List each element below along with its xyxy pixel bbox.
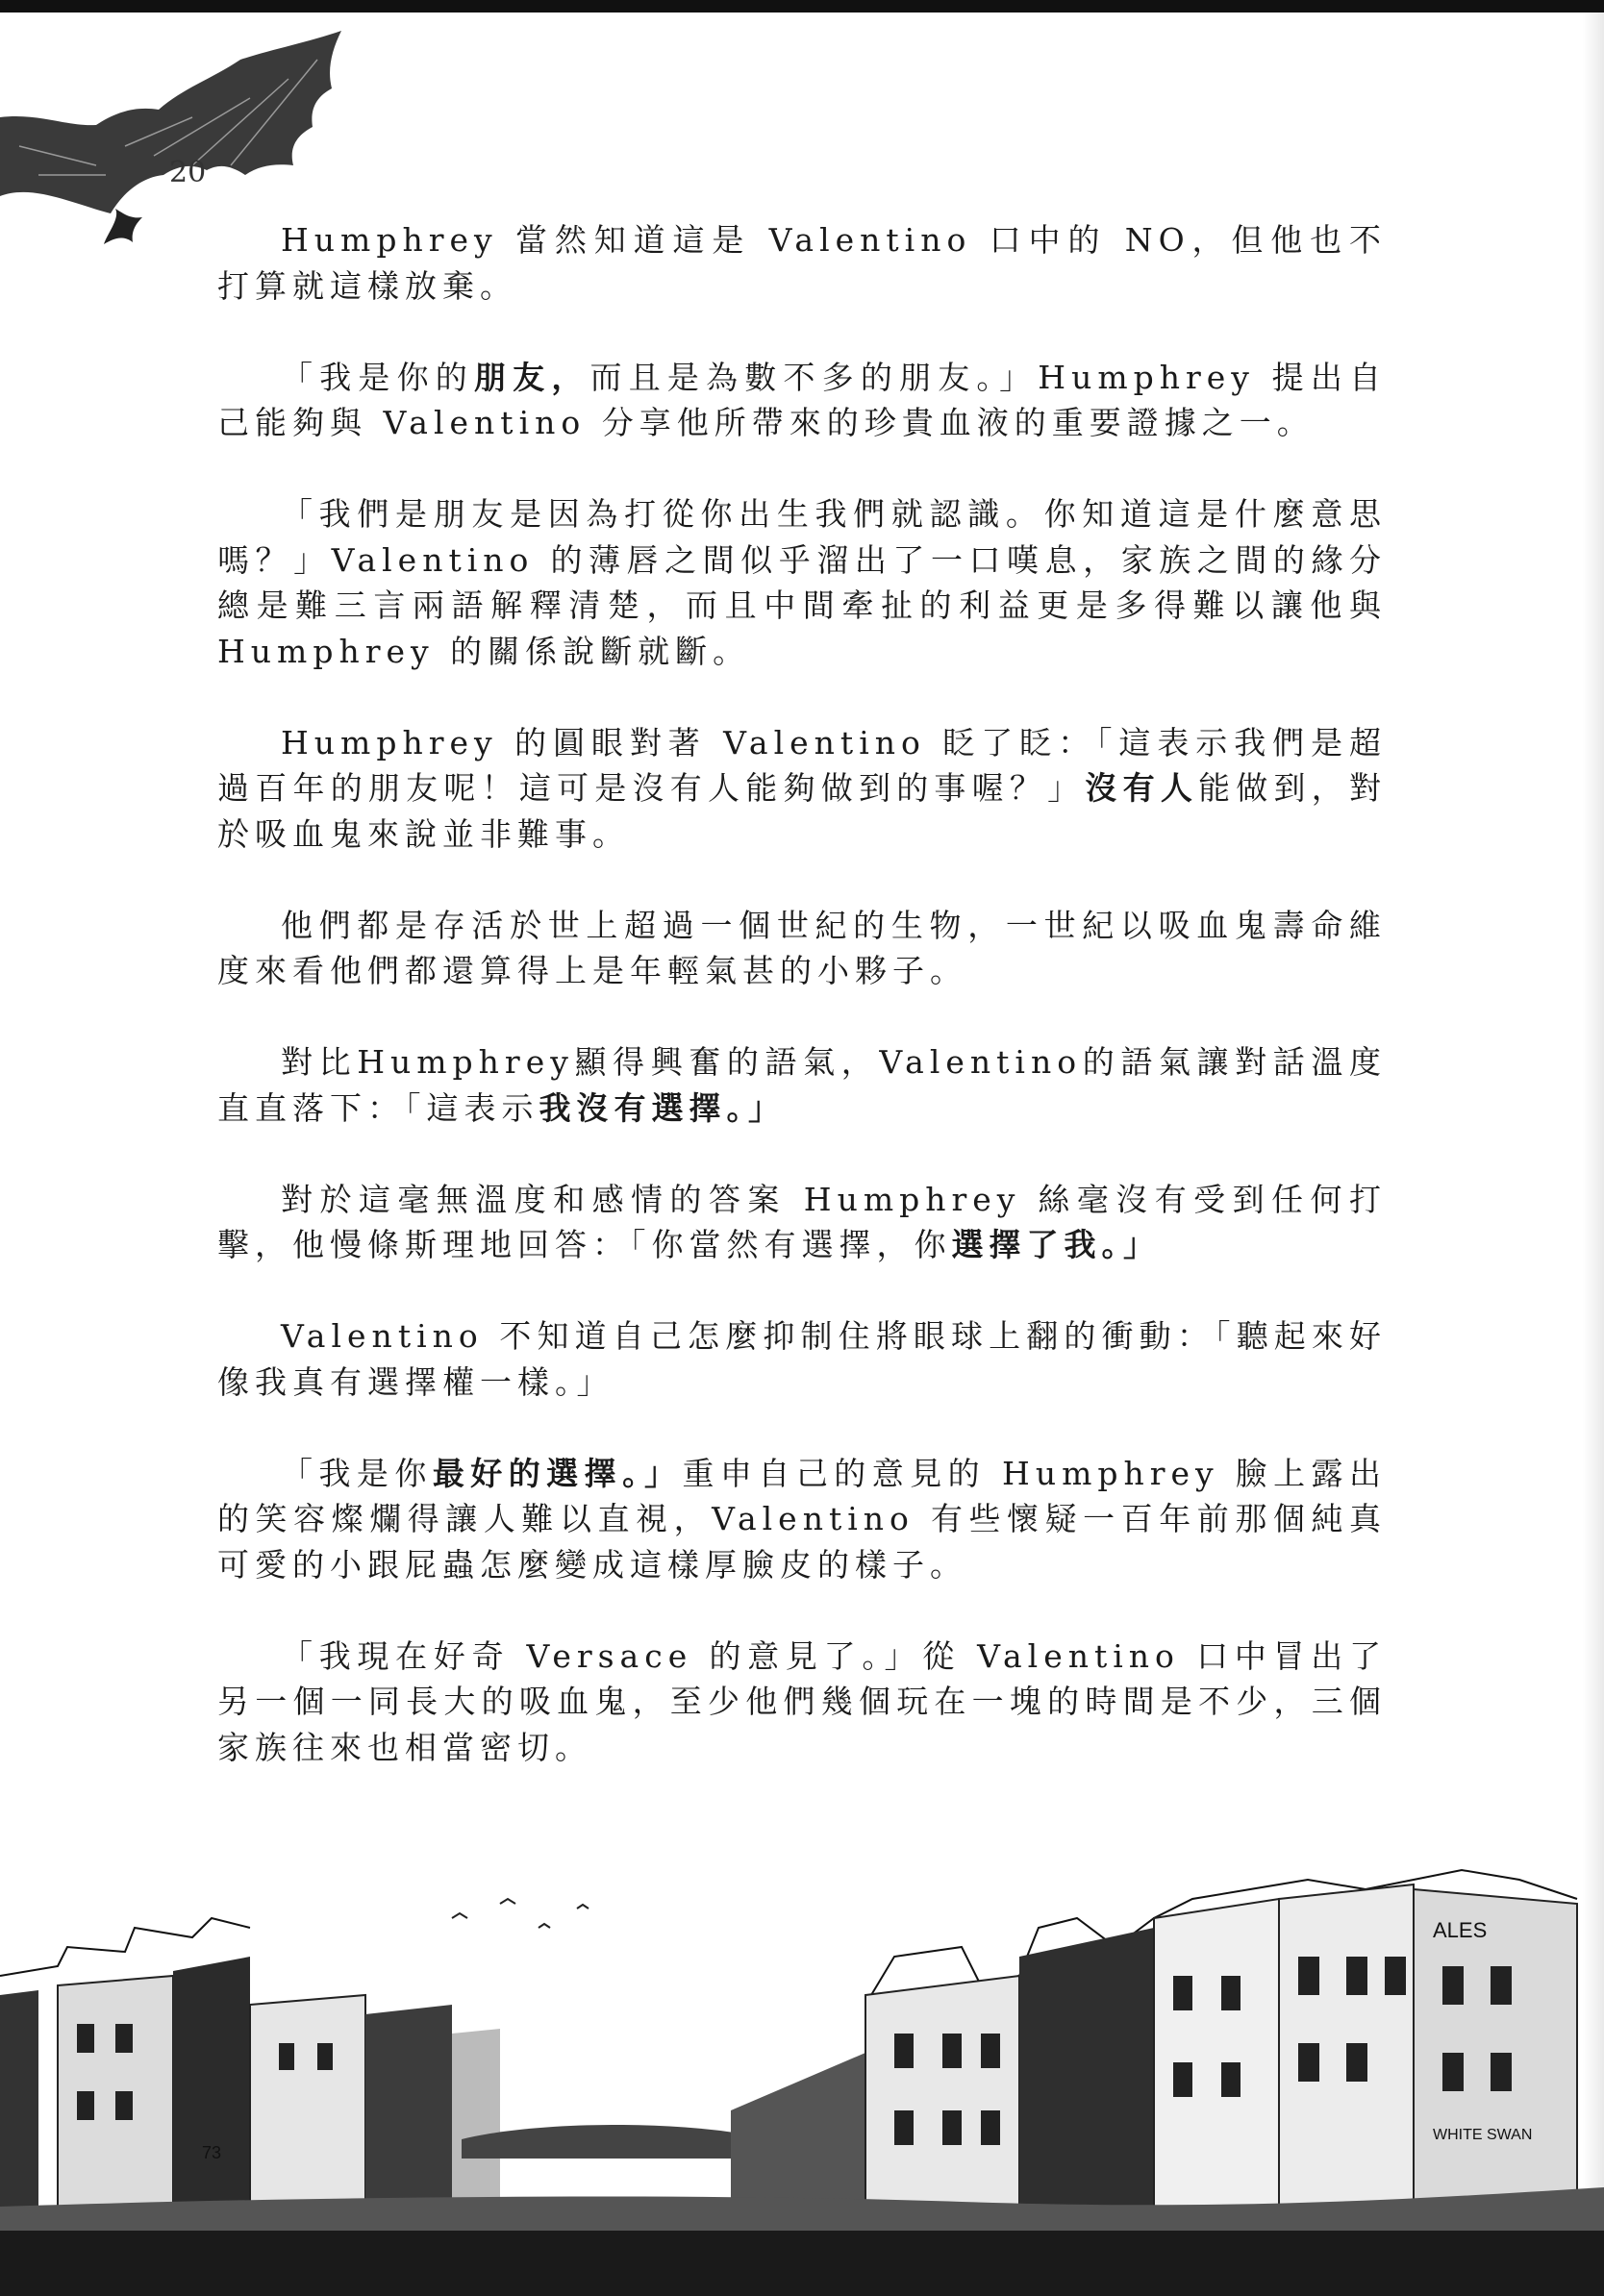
paragraph [217, 1177, 1387, 1268]
paragraph [217, 217, 1387, 309]
text-run: 「我是你 [281, 1454, 433, 1492]
paragraph [217, 355, 1387, 446]
sign-73: 73 [202, 2143, 222, 2162]
paragraph [217, 1634, 1387, 1771]
text-run: 能做到，對於吸血鬼來說並非難事。 [217, 769, 1388, 853]
text-run: 「我們是朋友是因為打從你出生我們就認識。你知道這是什麼意思嗎？」Valentino 的薄唇之間似乎溜出了一口嘆息，家族之間的緣分總是難三言兩語解釋清楚，而且中間牽扯的利益更是多得難以讓他與 Humphrey 的關係說斷就斷。 [217, 495, 1387, 670]
text-run: 對於這毫無溫度和感情的答案 Humphrey 絲毫沒有受到任何打擊，他慢條斯理地回答：「你當然有選擇，你 [217, 1180, 1387, 1263]
emphasis-text: 選擇了我。」 [951, 1226, 1161, 1263]
body-text [217, 217, 1387, 1816]
text-run: 「我現在好奇 Versace 的意見了。」從 Valentino 口中冒出了另一個一同長大的吸血鬼，至少他們幾個玩在一塊的時間是不少，三個家族往來也相當密切。 [217, 1636, 1387, 1766]
top-border [0, 0, 1604, 12]
text-run: 而且是為數不多的朋友。」Humphrey 提出自己能夠與 Valentino 分享他所帶來的珍貴血液的重要證據之一。 [217, 358, 1388, 441]
text-run: Humphrey 的圓眼對著 Valentino 眨了眨：「這表示我們是超過百年的朋友呢！這可是沒有人能夠做到的事喔？」 [217, 723, 1387, 807]
text-run: 重申自己的意見的 Humphrey 臉上露出的笑容燦爛得讓人難以直視，Valentino 有些懷疑一百年前那個純真可愛的小跟屁蟲怎麼變成這樣厚臉皮的樣子。 [217, 1454, 1387, 1584]
sign-white-swan: WHITE SWAN [1433, 2127, 1533, 2143]
paragraph [217, 720, 1387, 858]
paragraph [217, 491, 1387, 674]
emphasis-text: 我沒有選擇。」 [539, 1088, 786, 1127]
paragraph [217, 903, 1387, 994]
emphasis-text: 最好的選擇。」 [432, 1454, 683, 1492]
text-run: Valentino 不知道自己怎麼抑制住將眼球上翻的衝動：「聽起來好像我真有選擇權一樣。」 [217, 1317, 1387, 1401]
text-run: 「我是你的 [281, 358, 474, 396]
paragraph [217, 1313, 1387, 1405]
text-run: 他們都是存活於世上超過一個世紀的生物，一世紀以吸血鬼壽命維度來看他們都還算得上是年輕氣甚的小夥子。 [217, 906, 1387, 989]
emphasis-text: 沒有人 [1085, 769, 1199, 807]
text-run: 對比Humphrey顯得興奮的語氣，Valentino的語氣讓對話溫度直直落下：「這表示 [217, 1043, 1387, 1127]
paragraph [217, 1039, 1387, 1131]
emphasis-text: 朋友， [473, 358, 590, 396]
text-run: Humphrey 當然知道這是 Valentino 口中的 NO，但他也不打算就這樣放棄。 [217, 221, 1387, 305]
sign-ales: ALES [1433, 1918, 1488, 1942]
page-number: 20 [169, 156, 207, 189]
street-illustration [0, 1860, 1604, 2296]
paragraph [217, 1451, 1387, 1588]
